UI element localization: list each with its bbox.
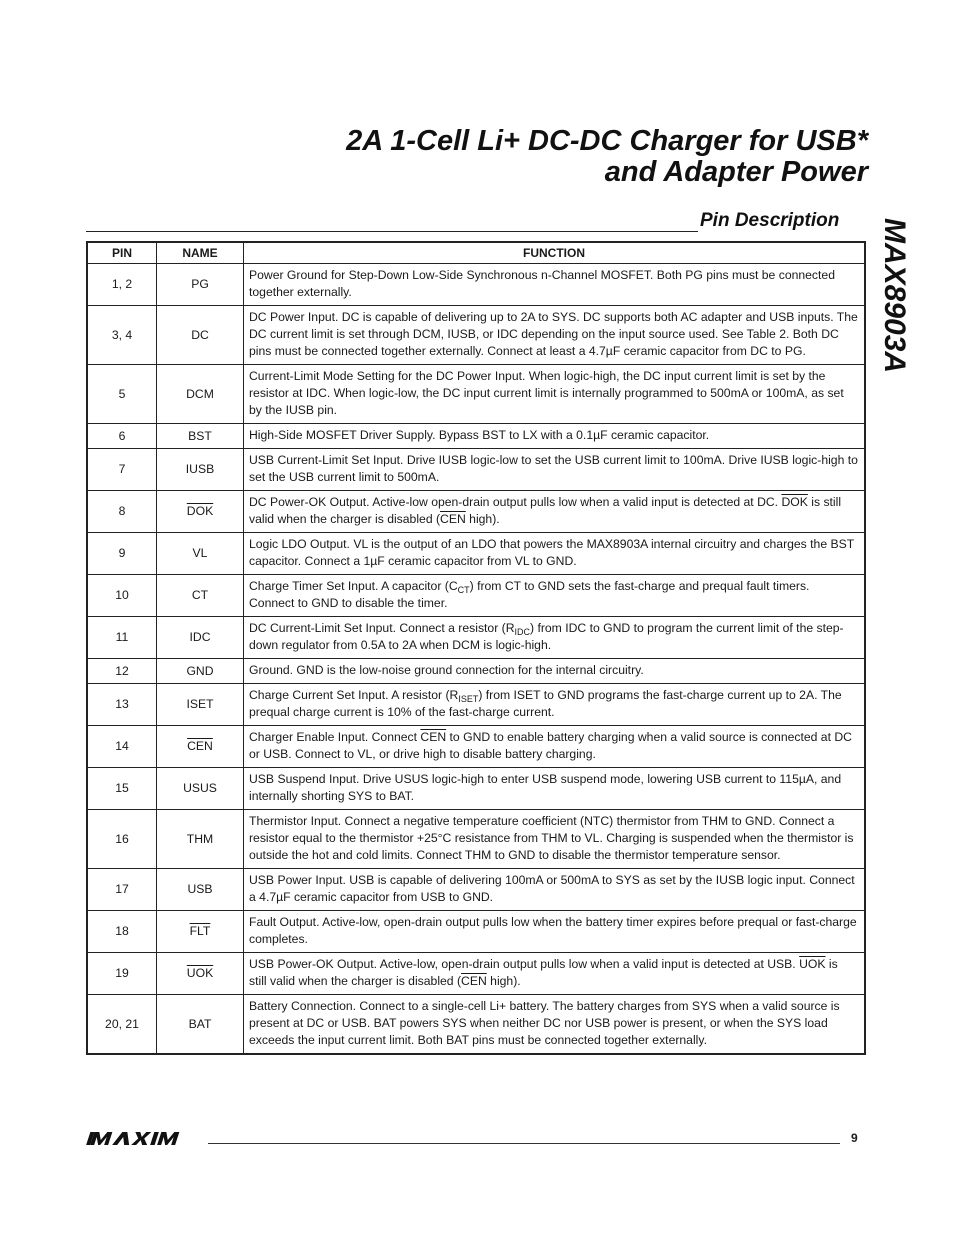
pin-number-cell: 7 [87, 449, 157, 491]
pin-number-cell: 6 [87, 424, 157, 449]
table-row [87, 869, 865, 911]
subscript-text: IDC [514, 627, 531, 637]
overlined-signal: $\overline{CEN}$ [440, 512, 466, 526]
pin-name-cell [157, 768, 244, 810]
table-row [87, 659, 865, 684]
function-text: Charge Current Set Input. A resistor (R [249, 688, 459, 702]
table-row [87, 684, 865, 726]
pin-number-cell: 20, 21 [87, 995, 157, 1055]
pin-name: $\overline{DOK}$ [186, 504, 214, 518]
pin-function-cell: High-Side MOSFET Driver Supply. Bypass BST to LX with a 0.1µF ceramic capacitor. [244, 424, 866, 449]
pin-function-cell: Fault Output. Active-low, open-drain output pulls low when the battery timer expires before prequal or fast-charge completes. [244, 911, 866, 953]
side-part-number [872, 218, 912, 408]
pin-name-cell [157, 810, 244, 869]
pin-name-cell [157, 264, 244, 306]
document-title-line2: and Adapter Power [604, 156, 868, 188]
table-row [87, 491, 865, 533]
table-row [87, 953, 865, 995]
section-title: Pin Description [700, 210, 840, 231]
pin-number-cell: 3, 4 [87, 306, 157, 365]
pin-function-cell [244, 726, 866, 768]
table-row [87, 575, 865, 617]
pin-name-cell [157, 491, 244, 533]
function-text: DC Current-Limit Set Input. Connect a resistor (R [249, 621, 515, 635]
table-row [87, 911, 865, 953]
table-header-row [87, 242, 865, 264]
pin-name-cell [157, 911, 244, 953]
function-text: high). [465, 512, 500, 526]
pin-name-cell [157, 575, 244, 617]
pin-function-cell [244, 491, 866, 533]
table-body [87, 264, 865, 1055]
pin-number-cell: 9 [87, 533, 157, 575]
table-row [87, 449, 865, 491]
pin-name: BST [188, 428, 212, 443]
pin-number-cell: 15 [87, 768, 157, 810]
document-title [250, 126, 868, 188]
function-text: Charge Timer Set Input. A capacitor (C [249, 579, 458, 593]
pin-number-cell: 5 [87, 365, 157, 424]
pin-function-cell: USB Current-Limit Set Input. Drive IUSB logic-low to set the USB current limit to 100mA. Drive IUSB logic-high to set the USB current limit to 500mA. [244, 449, 866, 491]
maxim-logo [86, 1130, 198, 1151]
pin-name-cell [157, 306, 244, 365]
table-row [87, 810, 865, 869]
pin-name: $\overline{FLT}$ [189, 924, 211, 938]
function-text: ) from IDC to GND to program the current limit of the step-down regulator from 0.5A to 2A when DCM is logic-high. [249, 621, 844, 652]
pin-function-cell: Battery Connection. Connect to a single-cell Li+ battery. The battery charges from SYS when a valid source is present at DC or USB. BAT powers SYS when neither DC nor USB power is present, or when the SYS load exceeds the input current limit. Both BAT pins must be connected together externally. [244, 995, 866, 1055]
pin-name: THM [186, 831, 214, 846]
pin-name: PG [191, 277, 209, 291]
function-text: is still valid when the charger is disabled ( [249, 957, 838, 988]
pin-name: IUSB [185, 462, 215, 476]
pin-function-cell [244, 684, 866, 726]
maxim-logo-icon [86, 1130, 198, 1146]
overlined-signal: $\overline{DOK}$ [781, 495, 808, 509]
section-rule [86, 231, 698, 232]
column-header-name: NAME [157, 242, 244, 264]
pin-name-cell [157, 684, 244, 726]
pin-name-cell [157, 533, 244, 575]
pin-function-cell [244, 575, 866, 617]
pin-function-cell: Power Ground for Step-Down Low-Side Synchronous n-Channel MOSFET. Both PG pins must be connected together externally. [244, 264, 866, 306]
pin-name: $\overline{UOK}$ [186, 966, 214, 980]
pin-function-cell: USB Power Input. USB is capable of delivering 100mA or 500mA to SYS as set by the IUSB logic input. Connect a 4.7µF ceramic capacitor from USB to GND. [244, 869, 866, 911]
pin-name: DCM [186, 386, 214, 401]
table-row [87, 533, 865, 575]
pin-name: DC [191, 327, 209, 342]
pin-number-cell: 1, 2 [87, 264, 157, 306]
pin-name-cell [157, 726, 244, 768]
function-text: USB Power-OK Output. Active-low, open-drain output pulls low when a valid input is detected at USB. [249, 957, 800, 971]
pin-name-cell [157, 449, 244, 491]
pin-function-cell: Logic LDO Output. VL is the output of an LDO that powers the MAX8903A internal circuitry and charges the BST capacitor. Connect a 1µF ceramic capacitor from VL to GND. [244, 533, 866, 575]
table-row [87, 617, 865, 659]
table-row [87, 768, 865, 810]
pin-name: $\overline{CEN}$ [187, 739, 213, 753]
pin-function-cell: USB Suspend Input. Drive USUS logic-high to enter USB suspend mode, lowering USB current to 115µA, and internally shorting SYS to BAT. [244, 768, 866, 810]
pin-name-cell [157, 953, 244, 995]
pin-number-cell: 12 [87, 659, 157, 684]
function-text: is still valid when the charger is disabled ( [249, 495, 842, 526]
pin-number-cell: 17 [87, 869, 157, 911]
pin-number-cell: 13 [87, 684, 157, 726]
table-row [87, 995, 865, 1055]
table-row [87, 264, 865, 306]
pin-number-cell: 18 [87, 911, 157, 953]
pin-number-cell: 8 [87, 491, 157, 533]
pin-number-cell: 11 [87, 617, 157, 659]
pin-name-cell [157, 424, 244, 449]
pin-name-cell [157, 869, 244, 911]
pin-name: BAT [188, 1016, 212, 1031]
pin-function-cell [244, 617, 866, 659]
pin-name: GND [186, 663, 214, 678]
pin-description-table [86, 241, 866, 1055]
table-row [87, 424, 865, 449]
overlined-signal: $\overline{CEN}$ [420, 730, 447, 744]
subscript-text: ISET [458, 694, 479, 704]
pin-function-cell: Thermistor Input. Connect a negative temperature coefficient (NTC) thermistor from THM to GND. Connect a resistor equal to the thermistor +25°C resistance from THM to VL. Charging is suspended when the thermistor is outside the hot and cold limits. Connect THM to GND to disable the thermistor temperature sensor. [244, 810, 866, 869]
overlined-signal: $\overline{UOK}$ [799, 957, 826, 971]
column-header-pin: PIN [87, 242, 157, 264]
function-text: to GND to enable battery charging when a valid source is connected at DC or USB. Connect to VL, or drive high to disable battery charging. [249, 730, 852, 761]
function-text: DC Power-OK Output. Active-low open-drain output pulls low when a valid input is detected at DC. [249, 495, 782, 509]
pin-name-cell [157, 365, 244, 424]
function-text: ) from ISET to GND programs the fast-charge current up to 2A. The prequal charge current is 10% of the fast-charge current. [249, 688, 842, 719]
pin-name-cell [157, 659, 244, 684]
pin-name: VL [192, 546, 208, 560]
part-number-label: MAX8903A [878, 218, 911, 374]
pin-function-cell [244, 953, 866, 995]
page-number: 9 [851, 1131, 858, 1145]
pin-name: USUS [183, 781, 217, 795]
pin-number-cell: 16 [87, 810, 157, 869]
function-text: high). [486, 974, 521, 988]
pin-number-cell: 19 [87, 953, 157, 995]
function-text: Charger Enable Input. Connect [249, 730, 421, 744]
column-header-function: FUNCTION [244, 242, 866, 264]
pin-name: IDC [189, 630, 211, 644]
footer-rule [208, 1143, 840, 1144]
table-row [87, 306, 865, 365]
pin-function-cell: DC Power Input. DC is capable of delivering up to 2A to SYS. DC supports both AC adapter and USB inputs. The DC current limit is set through DCM, IUSB, or IDC depending on the input source used. See Table 2. Both DC pins must be connected together externally. Connect at least a 4.7µF ceramic capacitor from DC to PG. [244, 306, 866, 365]
pin-function-cell: Ground. GND is the low-noise ground connection for the internal circuitry. [244, 659, 866, 684]
overlined-signal: $\overline{CEN}$ [461, 974, 487, 988]
document-title-line1: 2A 1-Cell Li+ DC-DC Charger for USB* [346, 125, 868, 157]
pin-name-cell [157, 995, 244, 1055]
pin-function-cell: Current-Limit Mode Setting for the DC Power Input. When logic-high, the DC input current limit is set by the resistor at IDC. When logic-low, the DC input current limit is internally programmed to 500mA or 100mA, as set by the IUSB pin. [244, 365, 866, 424]
table-row [87, 726, 865, 768]
pin-name: USB [187, 882, 213, 896]
function-text: ) from CT to GND sets the fast-charge and prequal fault timers. Connect to GND to disable the timer. [249, 579, 810, 610]
pin-number-cell: 14 [87, 726, 157, 768]
subscript-text: CT [457, 585, 470, 595]
table-row [87, 365, 865, 424]
pin-name: ISET [186, 697, 214, 711]
pin-number-cell: 10 [87, 575, 157, 617]
pin-name-cell [157, 617, 244, 659]
pin-name: CT [191, 588, 209, 602]
